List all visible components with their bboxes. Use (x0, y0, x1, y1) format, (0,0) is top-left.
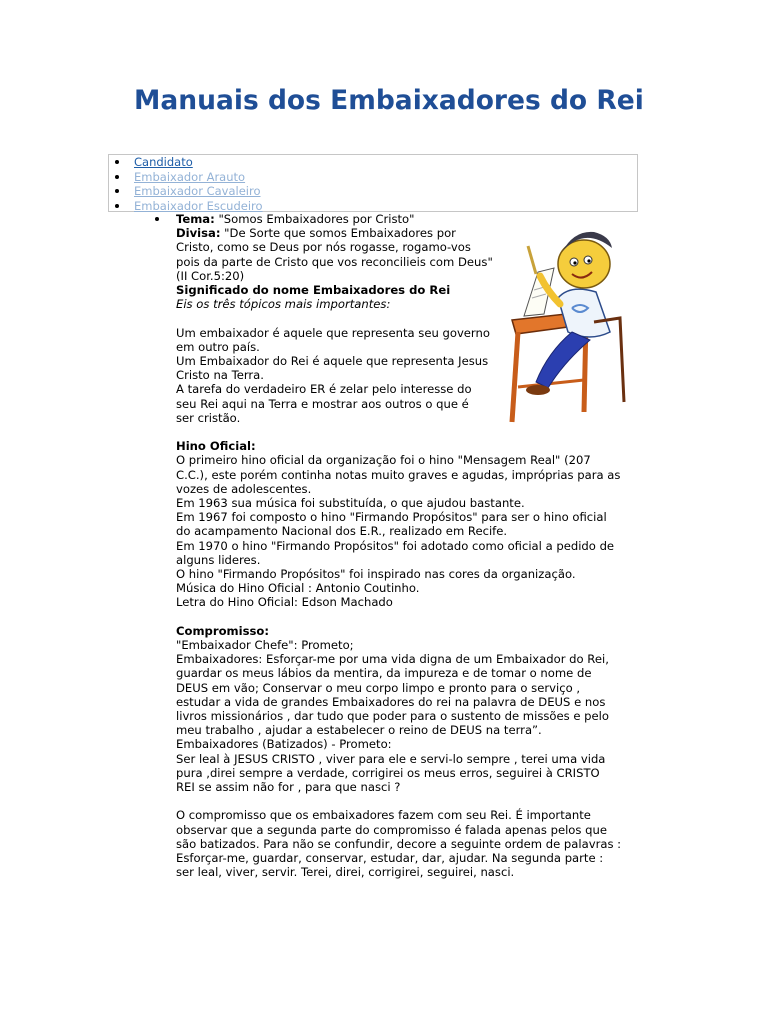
compromisso-line: REI se assim não for , para que nasci ? (176, 780, 401, 795)
hino-line: Letra do Hino Oficial: Edson Machado (176, 595, 393, 610)
candidato-content (176, 212, 636, 879)
final-line: observar que a segunda parte do compromisso é falada apenas pelos que (176, 822, 607, 837)
significado-line: ser cristão. (176, 410, 241, 425)
significado-line: Cristo na Terra. (176, 368, 264, 383)
hino-line: O hino "Firmando Propósitos" foi inspirado nas cores da organização. (176, 567, 576, 582)
nav-item-escudeiro[interactable] (109, 199, 637, 214)
hino-line: Em 1967 foi composto o hino "Firmando Propósitos" para ser o hino oficial (176, 510, 607, 525)
nav-item-cavaleiro[interactable] (109, 184, 637, 199)
tema-label: Tema: (176, 212, 215, 226)
compromisso-line: estudar a vida de grandes Embaixadores do rei na palavra de DEUS e nos (176, 694, 606, 709)
divisa-line: "De Sorte que somos Embaixadores por (220, 226, 456, 241)
hino-line: Música do Hino Oficial : Antonio Coutinho. (176, 581, 420, 596)
significado-subheading: Eis os três tópicos mais importantes: (176, 297, 391, 312)
compromisso-line: meu trabalho , ajudar a estabelecer o reino de DEUS na terra”. (176, 723, 542, 738)
bullet-icon (115, 160, 119, 164)
final-line: são batizados. Para não se confundir, decore a seguinte ordem de palavras : (176, 836, 622, 851)
significado-line: em outro país. (176, 339, 260, 354)
hino-line: C.C.), este porém continha notas muito graves e agudas, impróprias para as (176, 467, 621, 482)
nav-link-cavaleiro[interactable]: Embaixador Cavaleiro (134, 184, 261, 198)
nav-item-candidato[interactable] (109, 155, 637, 170)
nav-link-candidato[interactable]: Candidato (134, 155, 193, 169)
hino-line: do acampamento Nacional dos E.R., realizado em Recife. (176, 524, 508, 539)
compromisso-line: Embaixadores: Esforçar-me por uma vida digna de um Embaixador do Rei, (176, 652, 609, 667)
hino-line: Em 1963 sua música foi substituída, o que ajudou bastante. (176, 496, 525, 511)
compromisso-heading: Compromisso: (176, 623, 269, 638)
compromisso-line: pura ,direi sempre a verdade, corrigirei os meus erros, seguirei à CRISTO (176, 765, 600, 780)
page-title: Manuais dos Embaixadores do Rei (134, 85, 644, 116)
hino-heading: Hino Oficial: (176, 439, 256, 454)
manual-nav-list (108, 154, 638, 212)
hino-line: Em 1970 o hino "Firmando Propósitos" foi adotado como oficial a pedido de (176, 538, 615, 553)
nav-item-arauto[interactable] (109, 170, 637, 185)
divisa-label: Divisa: (176, 226, 221, 241)
compromisso-line: livros missionários , dar tudo que poder para o sustento de missões e pelo (176, 709, 609, 724)
significado-line: A tarefa do verdadeiro ER é zelar pelo interesse do (176, 382, 472, 397)
hino-line: vozes de adolescentes. (176, 481, 312, 496)
final-line: ser leal, viver, servir. Terei, direi, corrigirei, seguirei, nasci. (176, 865, 515, 880)
tema-value: "Somos Embaixadores por Cristo" (214, 212, 415, 226)
divisa-line: (II Cor.5:20) (176, 268, 245, 283)
divisa-line: pois da parte de Cristo que vos reconcilieis com Deus" (176, 254, 493, 269)
compromisso-line: Embaixadores (Batizados) - Prometo: (176, 737, 392, 752)
nav-link-escudeiro[interactable]: Embaixador Escudeiro (134, 198, 263, 213)
bullet-icon (115, 189, 119, 193)
bullet-icon (155, 217, 159, 221)
significado-heading: Significado do nome Embaixadores do Rei (176, 283, 451, 298)
nav-link-arauto[interactable]: Embaixador Arauto (134, 169, 246, 184)
compromisso-line: "Embaixador Chefe": Prometo; (176, 638, 354, 653)
compromisso-line: Ser leal à JESUS CRISTO , viver para ele e servi-lo sempre , terei uma vida (176, 751, 606, 766)
significado-line: Um Embaixador do Rei é aquele que representa Jesus (176, 354, 489, 369)
final-line: Esforçar-me, guardar, conservar, estudar, dar, ajudar. Na segunda parte : (176, 851, 604, 866)
divisa-line: Cristo, como se Deus por nós rogasse, rogamo-vos (176, 240, 471, 255)
final-line: O compromisso que os embaixadores fazem com seu Rei. É importante (176, 808, 591, 823)
compromisso-line: guardar os meus lábios da mentira, da impureza e de tomar o nome de (176, 666, 592, 681)
significado-line: seu Rei aqui na Terra e mostrar aos outros o que é (176, 396, 469, 411)
bullet-icon (115, 175, 119, 179)
hino-line: O primeiro hino oficial da organização foi o hino "Mensagem Real" (207 (176, 453, 591, 468)
compromisso-line: DEUS em vão; Conservar o meu corpo limpo e pronto para o serviço , (176, 680, 581, 695)
significado-line: Um embaixador é aquele que representa seu governo (176, 325, 490, 340)
bullet-icon (115, 204, 119, 208)
hino-line: alguns lideres. (176, 552, 261, 567)
